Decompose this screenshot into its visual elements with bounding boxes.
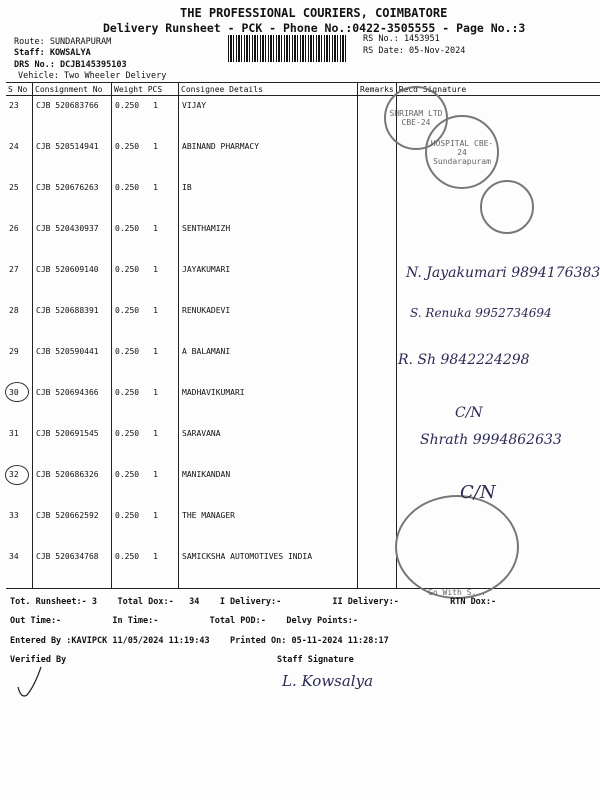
remarks [358, 506, 397, 547]
pcs: 1 [153, 552, 158, 561]
weight: 0.250 [115, 388, 140, 397]
verified-checkmark [15, 665, 45, 700]
sno: 32 [9, 470, 19, 479]
consignee-name: SAMICKSHA AUTOMOTIVES INDIA [179, 547, 358, 589]
pcs: 1 [153, 470, 158, 479]
col-sno: S No [6, 83, 33, 96]
verified-by: Verified By [10, 655, 67, 665]
consignment-no: CJB 520694366 [33, 383, 112, 424]
circle-mark-30 [5, 382, 29, 402]
footer-times: Out Time:- In Time:- Total POD:- Delvy Points:- [10, 616, 358, 626]
sno: 26 [9, 224, 19, 233]
sno: 25 [9, 183, 19, 192]
weight-pcs [112, 465, 179, 506]
consignee-name: SARAVANA [179, 424, 358, 465]
sno: 27 [9, 265, 19, 274]
consignee-name: A BALAMANI [179, 342, 358, 383]
col-signature: Recd Signature [396, 83, 600, 96]
table-row [6, 137, 600, 178]
consignee-name: ABINAND PHARMACY [179, 137, 358, 178]
weight-pcs [112, 301, 179, 342]
consignment-no: CJB 520691545 [33, 424, 112, 465]
pcs: 1 [153, 265, 158, 274]
pcs: 1 [153, 306, 158, 315]
sig-row-28: S. Renuka 9952734694 [410, 306, 552, 320]
weight: 0.250 [115, 101, 140, 110]
remarks [358, 301, 397, 342]
weight: 0.250 [115, 224, 140, 233]
weight-pcs [112, 178, 179, 219]
consignment-no: CJB 520676263 [33, 178, 112, 219]
consignment-no: CJB 520686326 [33, 465, 112, 506]
consignment-no: CJB 520430937 [33, 219, 112, 260]
rs-date: RS Date: 05-Nov-2024 [363, 46, 466, 56]
sno: 30 [9, 388, 19, 397]
remarks [358, 342, 397, 383]
weight: 0.250 [115, 142, 140, 151]
consignment-no: CJB 520514941 [33, 137, 112, 178]
col-weight-pcs: Weight PCS [112, 83, 179, 96]
weight-pcs [112, 96, 179, 138]
consignee-name: THE MANAGER [179, 506, 358, 547]
circle-mark-32 [5, 465, 29, 485]
stamp-go-with: Go With S... [395, 495, 519, 599]
barcode [228, 35, 346, 62]
weight-pcs [112, 137, 179, 178]
consignment-no: CJB 520634768 [33, 547, 112, 589]
weight: 0.250 [115, 265, 140, 274]
remarks [358, 219, 397, 260]
table-row [6, 465, 600, 506]
sno: 24 [9, 142, 19, 151]
consignee-name: JAYAKUMARI [179, 260, 358, 301]
consignee-name: VIJAY [179, 96, 358, 138]
col-consignee: Consignee Details [179, 83, 358, 96]
sno: 34 [6, 547, 33, 589]
pcs: 1 [153, 388, 158, 397]
sig-row-31: Shrath 9994862633 [420, 432, 562, 448]
staff: Staff: KOWSALYA [14, 48, 91, 58]
consignment-no: CJB 520662592 [33, 506, 112, 547]
runsheet-table [6, 82, 600, 589]
sig-row-27: N. Jayakumari 9894176383 [406, 265, 600, 281]
remarks [358, 137, 397, 178]
weight: 0.250 [115, 347, 140, 356]
col-consignment: Consignment No [33, 83, 112, 96]
weight: 0.250 [115, 429, 140, 438]
consignee-name: SENTHAMIZH [179, 219, 358, 260]
signature [396, 383, 600, 424]
pcs: 1 [153, 224, 158, 233]
consignee-name: IB [179, 178, 358, 219]
weight-pcs [112, 383, 179, 424]
consignment-no: CJB 520590441 [33, 342, 112, 383]
weight-pcs [112, 506, 179, 547]
sno: 31 [9, 429, 19, 438]
signature [396, 465, 600, 506]
pcs: 1 [153, 347, 158, 356]
pcs: 1 [153, 511, 158, 520]
pcs: 1 [153, 429, 158, 438]
remarks [358, 260, 397, 301]
sno: 33 [9, 511, 19, 520]
consignment-no: CJB 520683766 [33, 96, 112, 138]
remarks [358, 424, 397, 465]
weight: 0.250 [115, 511, 140, 520]
vehicle: Vehicle: Two Wheeler Delivery [18, 71, 167, 81]
remarks [358, 178, 397, 219]
pcs: 1 [153, 101, 158, 110]
weight-pcs [112, 547, 179, 589]
sno: 23 [9, 101, 19, 110]
consignee-name: MADHAVIKUMARI [179, 383, 358, 424]
staff-signature-label: Staff Signature [277, 655, 354, 665]
consignee-name: RENUKADEVI [179, 301, 358, 342]
route: Route: SUNDARAPURAM [14, 37, 112, 47]
stamp-round [480, 180, 534, 234]
sno: 28 [9, 306, 19, 315]
stamp-company: SHRIRAM LTD CBE-24 [384, 86, 448, 150]
table-row [6, 383, 600, 424]
remarks [358, 547, 397, 589]
sig-row-30: C/N [455, 405, 483, 421]
weight-pcs [112, 260, 179, 301]
drs-no: DRS No.: DCJB145395103 [14, 60, 127, 70]
sig-row-29: R. Sh 9842224298 [398, 352, 530, 368]
pcs: 1 [153, 142, 158, 151]
col-remarks: Remarks [358, 83, 397, 96]
consignee-name: MANIKANDAN [179, 465, 358, 506]
sig-row-32: C/N [460, 482, 496, 503]
footer-totals: Tot. Runsheet:- 3 Total Dox:- 34 I Delivery:- II Delivery:- RTN Dox:- [10, 597, 497, 607]
company-title: THE PROFESSIONAL COURIERS, COIMBATORE [180, 6, 448, 20]
staff-signature: L. Kowsalya [282, 672, 374, 690]
weight-pcs [112, 219, 179, 260]
consignment-no: CJB 520609140 [33, 260, 112, 301]
consignment-no: CJB 520688391 [33, 301, 112, 342]
weight: 0.250 [115, 470, 140, 479]
weight: 0.250 [115, 306, 140, 315]
footer-entered: Entered By :KAVIPCK 11/05/2024 11:19:43 Printed On: 05-11-2024 11:28:17 [10, 636, 389, 646]
table-row [6, 96, 600, 138]
rs-no: RS No.: 1453951 [363, 34, 440, 44]
weight: 0.250 [115, 183, 140, 192]
remarks [358, 465, 397, 506]
remarks [358, 383, 397, 424]
weight-pcs [112, 424, 179, 465]
weight: 0.250 [115, 552, 140, 561]
runsheet-subtitle: Delivery Runsheet - PCK - Phone No.:0422-3505555 - Page No.:3 [103, 21, 526, 35]
weight-pcs [112, 342, 179, 383]
pcs: 1 [153, 183, 158, 192]
sno: 29 [9, 347, 19, 356]
stamp-hospital: HOSPITAL CBE-24 Sundarapuram [425, 115, 499, 189]
